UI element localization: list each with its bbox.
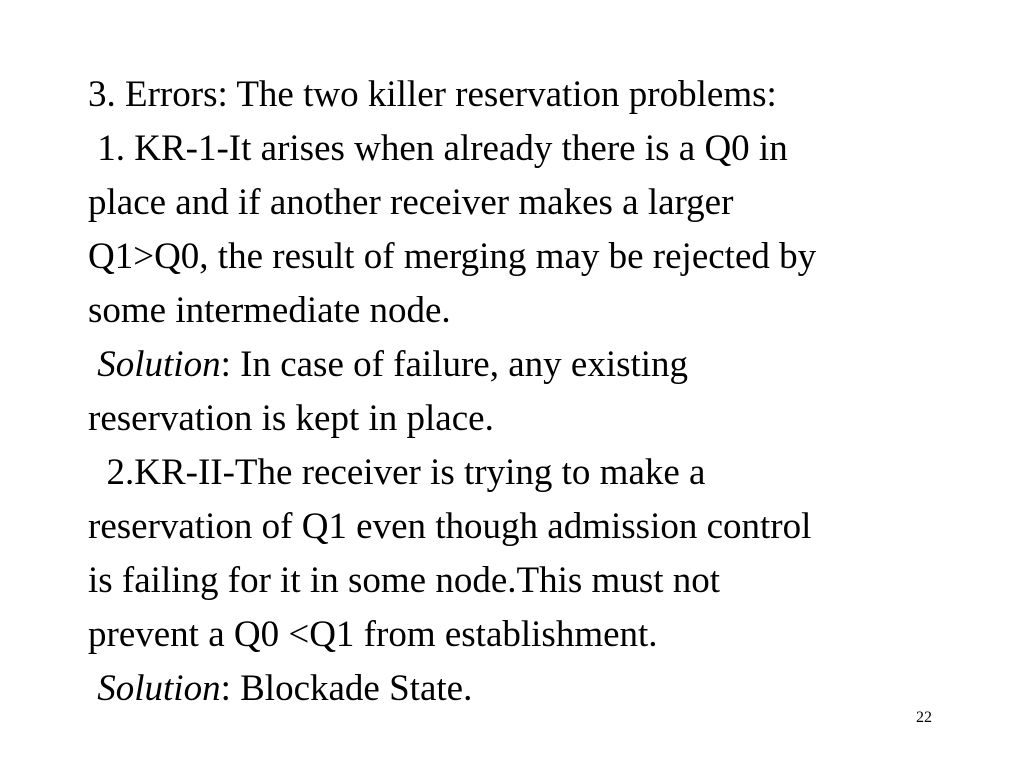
kr1-line-4: some intermediate node. — [88, 290, 451, 331]
kr1-solution-continuation: reservation is kept in place. — [88, 398, 494, 439]
slide-number: 22 — [916, 709, 932, 726]
kr1-line-2: place and if another receiver makes a larger — [88, 182, 734, 223]
kr2-solution-line — [88, 662, 1008, 716]
kr2-line-4: prevent a Q0 <Q1 from establishment. — [88, 614, 658, 655]
kr1-solution-label: Solution — [97, 344, 221, 385]
heading-line: 3. Errors: The two killer reservation problems: — [88, 74, 777, 115]
kr2-line-1: 2.KR-II-The receiver is trying to make a — [88, 452, 706, 493]
kr2-solution-label: Solution — [97, 668, 221, 709]
kr1-solution-text: : In case of failure, any existing — [220, 344, 689, 385]
kr1-line-3: Q1>Q0, the result of merging may be rejected by — [88, 236, 817, 277]
slide-body — [88, 68, 1008, 716]
kr2-line-2: reservation of Q1 even though admission control — [88, 506, 812, 547]
kr1-solution-line — [88, 338, 1008, 392]
kr1-line-1: 1. KR-1-It arises when already there is a Q0 in — [88, 128, 788, 169]
kr2-line-3: is failing for it in some node.This must not — [88, 560, 721, 601]
kr2-solution-text: : Blockade State. — [220, 668, 473, 709]
